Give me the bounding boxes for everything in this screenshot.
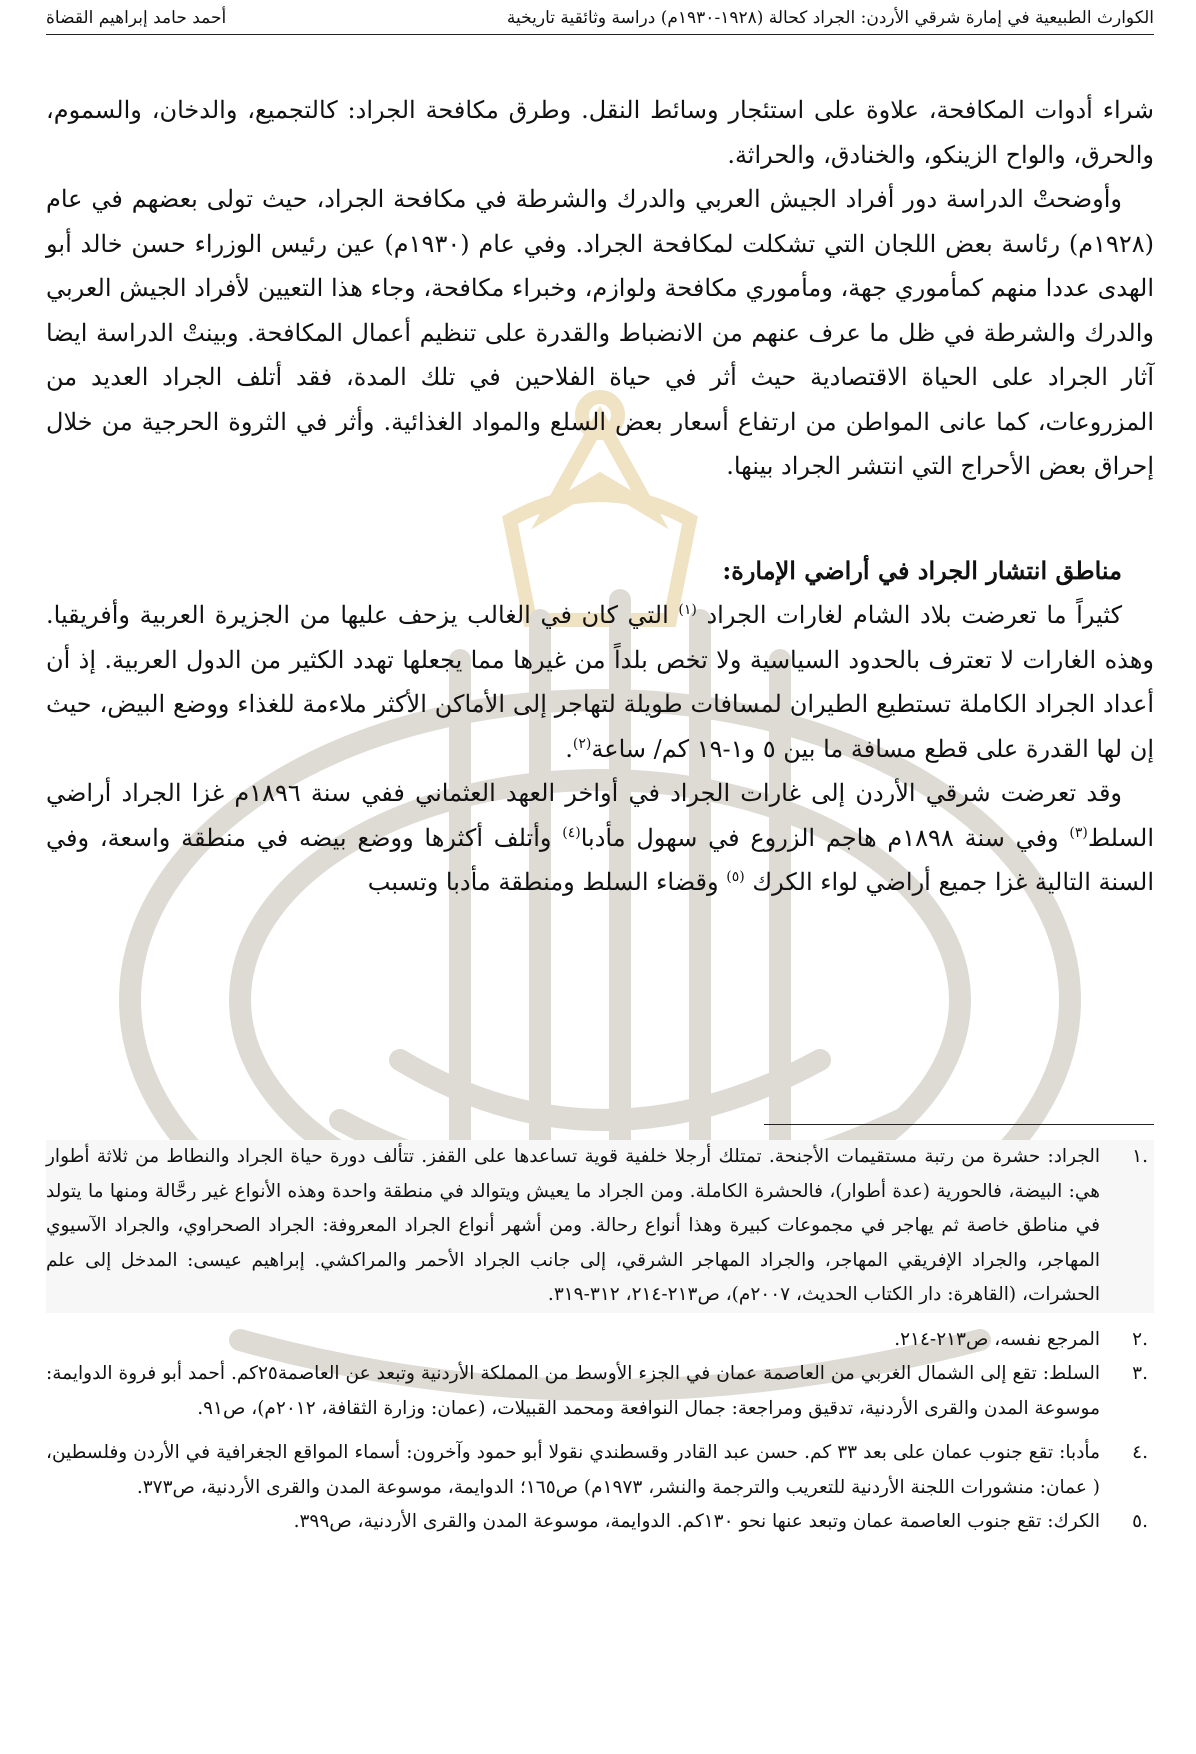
paragraph-4 xyxy=(46,771,1154,905)
footnote-number: .٥ xyxy=(1132,1511,1148,1532)
paragraph-1: شراء أدوات المكافحة، علاوة على استئجار وسائط النقل. وطرق مكافحة الجراد: كالتجميع، والدخان، والسموم، والحرق، والواح الزينكو، والخنادق، والحراثة. xyxy=(46,96,1154,169)
paragraph-3-text-c: . xyxy=(565,734,573,763)
footnote-4 xyxy=(46,1436,1154,1505)
paragraph-4-text-a: وقد تعرضت شرقي الأردن إلى غارات الجراد في أواخر العهد العثماني ففي سنة ١٨٩٦م غزا الجراد أراضي السلط xyxy=(46,779,1154,852)
header-title: الكوارث الطبيعية في إمارة شرقي الأردن: الجراد كحالة (١٩٢٨-١٩٣٠م) دراسة وثائقية تاريخية xyxy=(506,8,1154,28)
footnote-number: .٢ xyxy=(1132,1328,1148,1350)
paragraph-3 xyxy=(46,593,1154,771)
footnote-2 xyxy=(46,1323,1154,1358)
footnotes xyxy=(46,1140,1154,1540)
footnote-ref-5[interactable]: (٥) xyxy=(726,869,745,885)
footnote-separator xyxy=(764,1124,1154,1125)
paragraph-3-text-a: كثيراً ما تعرضت بلاد الشام لغارات الجراد xyxy=(696,601,1122,629)
paragraph-2: وأوضحتْ الدراسة دور أفراد الجيش العربي والدرك والشرطة في مكافحة الجراد، حيث تولى بعضهم في عام (١٩٢٨م) رئاسة بعض اللجان التي تشكلت لمكافحة الجراد. وفي عام (١٩٣٠م) عين رئيس الوزراء حسن خالد أبو الهدى عددا منهم كمأموري جهة، ومأموري مكافحة ولوازم، وخبراء مكافحة، وجاء هذا التعيين لأفراد الجيش العربي والدرك والشرطة في ظل ما عرف عنهم من الانضباط والقدرة على تنظيم أعمال المكافحة. وبينتْ الدراسة ايضا آثار الجراد على الحياة الاقتصادية حيث أثر في حياة الفلاحين في تلك المدة، فقد أتلف الجراد العديد من المزروعات، كما عانى المواطن من ارتفاع أسعار بعض السلع والمواد الغذائية. وأثر في الثروة الحرجية من خلال إحراق بعض الأحراج التي انتشر الجراد بينها. xyxy=(46,185,1154,480)
paragraph-4-text-c: وأتلف أكثرها ووضع بيضه في منطقة واسعة، وفي السنة التالية غزا جميع أراضي لواء الكرك xyxy=(46,823,1154,896)
footnote-text: السلط: تقع إلى الشمال الغربي من العاصمة عمان في الجزء الأوسط من المملكة الأردنية وتبعد عن العاصمة٢٥كم. أحمد أبو فروة الدوايمة: موسوعة المدن والقرى الأردنية، تدقيق ومراجعة: جمال النوافعة ومحمد القبيلات، (عمان: وزارة الثقافة، ٢٠١٢م)، ص٩١. xyxy=(46,1363,1100,1419)
footnote-text: مأدبا: تقع جنوب عمان على بعد ٣٣ كم. حسن عبد القادر وقسطندي نقولا أبو حمود وآخرون: أسماء المواقع الجغرافية في الأردن وفلسطين، ( عمان: منشورات اللجنة الأردنية للتعريب والترجمة والنشر، ١٩٧٣م) ص١٦٥؛ الدوايمة، موسوعة المدن والقرى الأردنية، ص٣٧٣. xyxy=(46,1442,1100,1498)
footnote-3 xyxy=(46,1357,1154,1426)
footnote-text: المرجع نفسه، ص٢١٣-٢١٤. xyxy=(894,1328,1100,1350)
paragraph-4-text-d: وقضاء السلط ومنطقة مأدبا وتسبب xyxy=(367,868,727,896)
paragraph-4-text-b: وفي سنة ١٨٩٨م هاجم الزروع في سهول مأدبا xyxy=(580,823,1070,852)
section-heading: مناطق انتشار الجراد في أراضي الإمارة: xyxy=(722,555,1122,585)
footnote-ref-3[interactable]: (٣) xyxy=(1069,824,1088,841)
running-header xyxy=(46,8,1154,35)
footnote-number: .٤ xyxy=(1132,1442,1148,1463)
header-author: أحمد حامد إبراهيم القضاة xyxy=(46,8,227,28)
body-text xyxy=(46,88,1154,905)
footnote-number: .١ xyxy=(1132,1146,1148,1167)
footnote-text: الكرك: تقع جنوب العاصمة عمان وتبعد عنها نحو ١٣٠كم. الدوايمة، موسوعة المدن والقرى الأردنية، ص٣٩٩. xyxy=(293,1511,1100,1532)
footnote-5 xyxy=(46,1505,1154,1540)
footnote-ref-2[interactable]: (٢) xyxy=(572,735,592,752)
footnote-text: الجراد: حشرة من رتبة مستقيمات الأجنحة. تمتلك أرجلا خلفية قوية تساعدها على القفز. تتألف دورة حياة الجراد والنطاط من ثلاثة أطوار هي: البيضة، فالحورية (عدة أطوار)، فالحشرة الكاملة. ومن الجراد ما يعيش ويتوالد في منطقة واحدة وهذه الأنواع غير رحَّالة ومنها ما يتولد في مناطق خاصة ثم يهاجر في مجموعات كبيرة وهذا أنواع رحالة. ومن أشهر أنواع الجراد المعروفة: الجراد الصحراوي، والجراد الآسيوي المهاجر، والجراد الإفريقي المهاجر، والجراد المهاجر الشرقي، إلى جانب الجراد الأحمر والمراكشي. إبراهيم عيسى: المدخل إلى علم الحشرات، (القاهرة: دار الكتاب الحديث، ٢٠٠٧م)، ص٢١٣-٢١٤، ٣١٢-٣١٩. xyxy=(46,1146,1100,1305)
footnote-ref-4[interactable]: (٤) xyxy=(562,824,581,841)
footnote-number: .٣ xyxy=(1132,1363,1148,1384)
footnote-1 xyxy=(46,1140,1154,1313)
paragraph-3-text-b: التي كان في الغالب يزحف عليها من الجزيرة العربية وأفريقيا. وهذه الغارات لا تعترف بالحدود السياسية ولا تخص بلداً من غيرها مما يجعلها تهدد الكثير من الدول العربية. إذ أن أعداد الجراد الكاملة تستطيع الطيران لمسافات طويلة لتهاجر إلى الأماكن الأكثر ملاءمة للغذاء ووضع البيض، حيث إن لها القدرة على قطع مسافة ما بين ٥ و١-١٩ كم/ ساعة xyxy=(46,601,1154,763)
footnote-ref-1[interactable]: (١) xyxy=(678,602,697,618)
